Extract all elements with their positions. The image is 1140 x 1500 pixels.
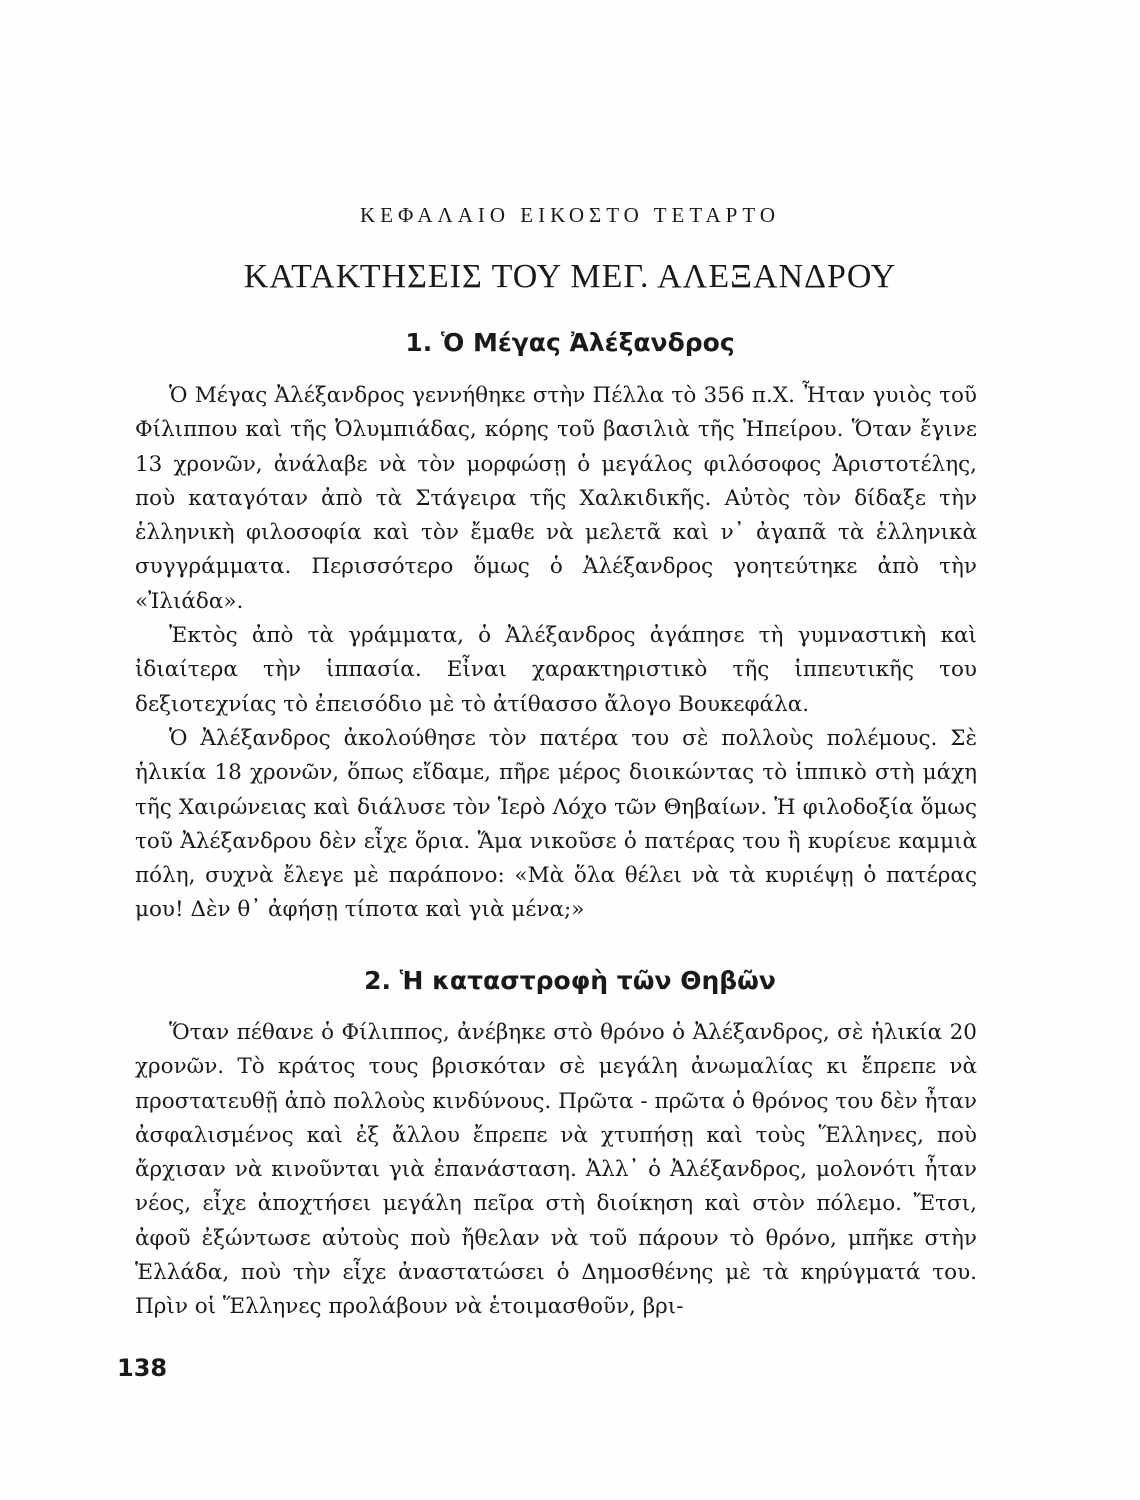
chapter-label: ΚΕΦΑΛΑΙΟ ΕΙΚΟΣΤΟ ΤΕΤΑΡΤΟ xyxy=(360,203,780,227)
page-number: 138 xyxy=(117,1354,168,1382)
section-heading: 2. Ἡ καταστροφὴ τῶν Θηβῶν xyxy=(364,966,776,995)
paragraph: Ἐκτὸς ἀπὸ τὰ γράμματα, ὁ Ἀλέξανδρος ἀγάπησε τὴ γυμναστικὴ καὶ ἰδιαίτερα τὴν ἱππασία. Εἶναι χαρακτηριστικὸ τῆς ἱππευτικῆς του δεξιοτεχνίας τὸ ἐπεισόδιο μὲ τὸ ἀτίθασσο ἄλογο Βουκεφάλα. xyxy=(135,623,977,717)
paragraph: Ὅταν πέθανε ὁ Φίλιππος, ἀνέβηκε στὸ θρόνο ὁ Ἀλέξανδρος, σὲ ἡλικία 20 χρονῶν. Τὸ κράτος τους βρισκόταν σὲ μεγάλη ἀνωμαλίας κι ἔπρεπε νὰ προστατευθῇ ἀπὸ πολλοὺς κινδύνους. Πρῶτα - πρῶτα ὁ θρόνος του δὲν ἦταν ἀσφαλισμένος καὶ ἐξ ἄλλου ἔπρεπε νὰ χτυπήσῃ καὶ τοὺς Ἕλληνες, ποὺ ἄρχισαν νὰ κινοῦνται γιὰ ἐπανάσταση. Ἀλλ᾽ ὁ Ἀλέξανδρος, μολονότι ἦταν νέος, εἶχε ἀποχτήσει μεγάλη πεῖρα στὴ διοίκηση καὶ στὸν πόλεμο. Ἔτσι, ἀφοῦ ἐξώντωσε αὐτοὺς ποὺ ἤθελαν νὰ τοῦ πάρουν τὸ θρόνο, μπῆκε στὴν Ἑλλάδα, ποὺ τὴν εἶχε ἀναστατώσει ὁ Δημοσθένης μὲ τὰ κηρύγματά του. Πρὶν οἱ Ἕλληνες προλάβουν νὰ ἑτοιμασθοῦν, βρι- xyxy=(135,1020,977,1320)
chapter-title: ΚΑΤΑΚΤΗΣΕΙΣ ΤΟΥ ΜΕΓ. ΑΛΕΞΑΝΔΡΟΥ xyxy=(243,258,897,295)
section-body xyxy=(135,1016,977,1325)
paragraph: Ὁ Ἀλέξανδρος ἀκολούθησε τὸν πατέρα του σὲ πολλοὺς πολέμους. Σὲ ἡλικία 18 χρονῶν, ὅπως εἴδαμε, πῆρε μέρος διοικώντας τὸ ἱππικὸ στὴ μάχη τῆς Χαιρώνειας καὶ διάλυσε τὸν Ἱερὸ Λόχο τῶν Θηβαίων. Ἡ φιλοδοξία ὅμως τοῦ Ἀλέξανδρου δὲν εἶχε ὅρια. Ἅμα νικοῦσε ὁ πατέρας του ἢ κυρίευε καμμιὰ πόλη, συχνὰ ἔλεγε μὲ παράπονο: «Μὰ ὅλα θέλει νὰ τὰ κυριέψῃ ὁ πατέρας μου! Δὲν θ᾽ ἀφήσῃ τίποτα καὶ γιὰ μένα;» xyxy=(135,725,977,923)
section-body xyxy=(135,379,977,928)
section-heading: 1. Ὁ Μέγας Ἀλέξανδρος xyxy=(405,328,735,357)
paragraph: Ὁ Μέγας Ἀλέξανδρος γεννήθηκε στὴν Πέλλα τὸ 356 π.Χ. Ἦταν γυιὸς τοῦ Φίλιππου καὶ τῆς Ὀλυμπιάδας, κόρης τοῦ βασιλιὰ τῆς Ἠπείρου. Ὅταν ἔγινε 13 χρονῶν, ἀνάλαβε νὰ τὸν μορφώσῃ ὁ μεγάλος φιλόσοφος Ἀριστοτέλης, ποὺ καταγόταν ἀπὸ τὰ Στάγειρα τῆς Χαλκιδικῆς. Αὐτὸς τὸν δίδαξε τὴν ἑλληνικὴ φιλοσοφία καὶ τὸν ἔμαθε νὰ μελετᾶ καὶ ν᾽ ἀγαπᾶ τὰ ἑλληνικὰ συγγράμματα. Περισσότερο ὅμως ὁ Ἀλέξανδρος γοητεύτηκε ἀπὸ τὴν «Ἰλιάδα». xyxy=(135,383,977,614)
